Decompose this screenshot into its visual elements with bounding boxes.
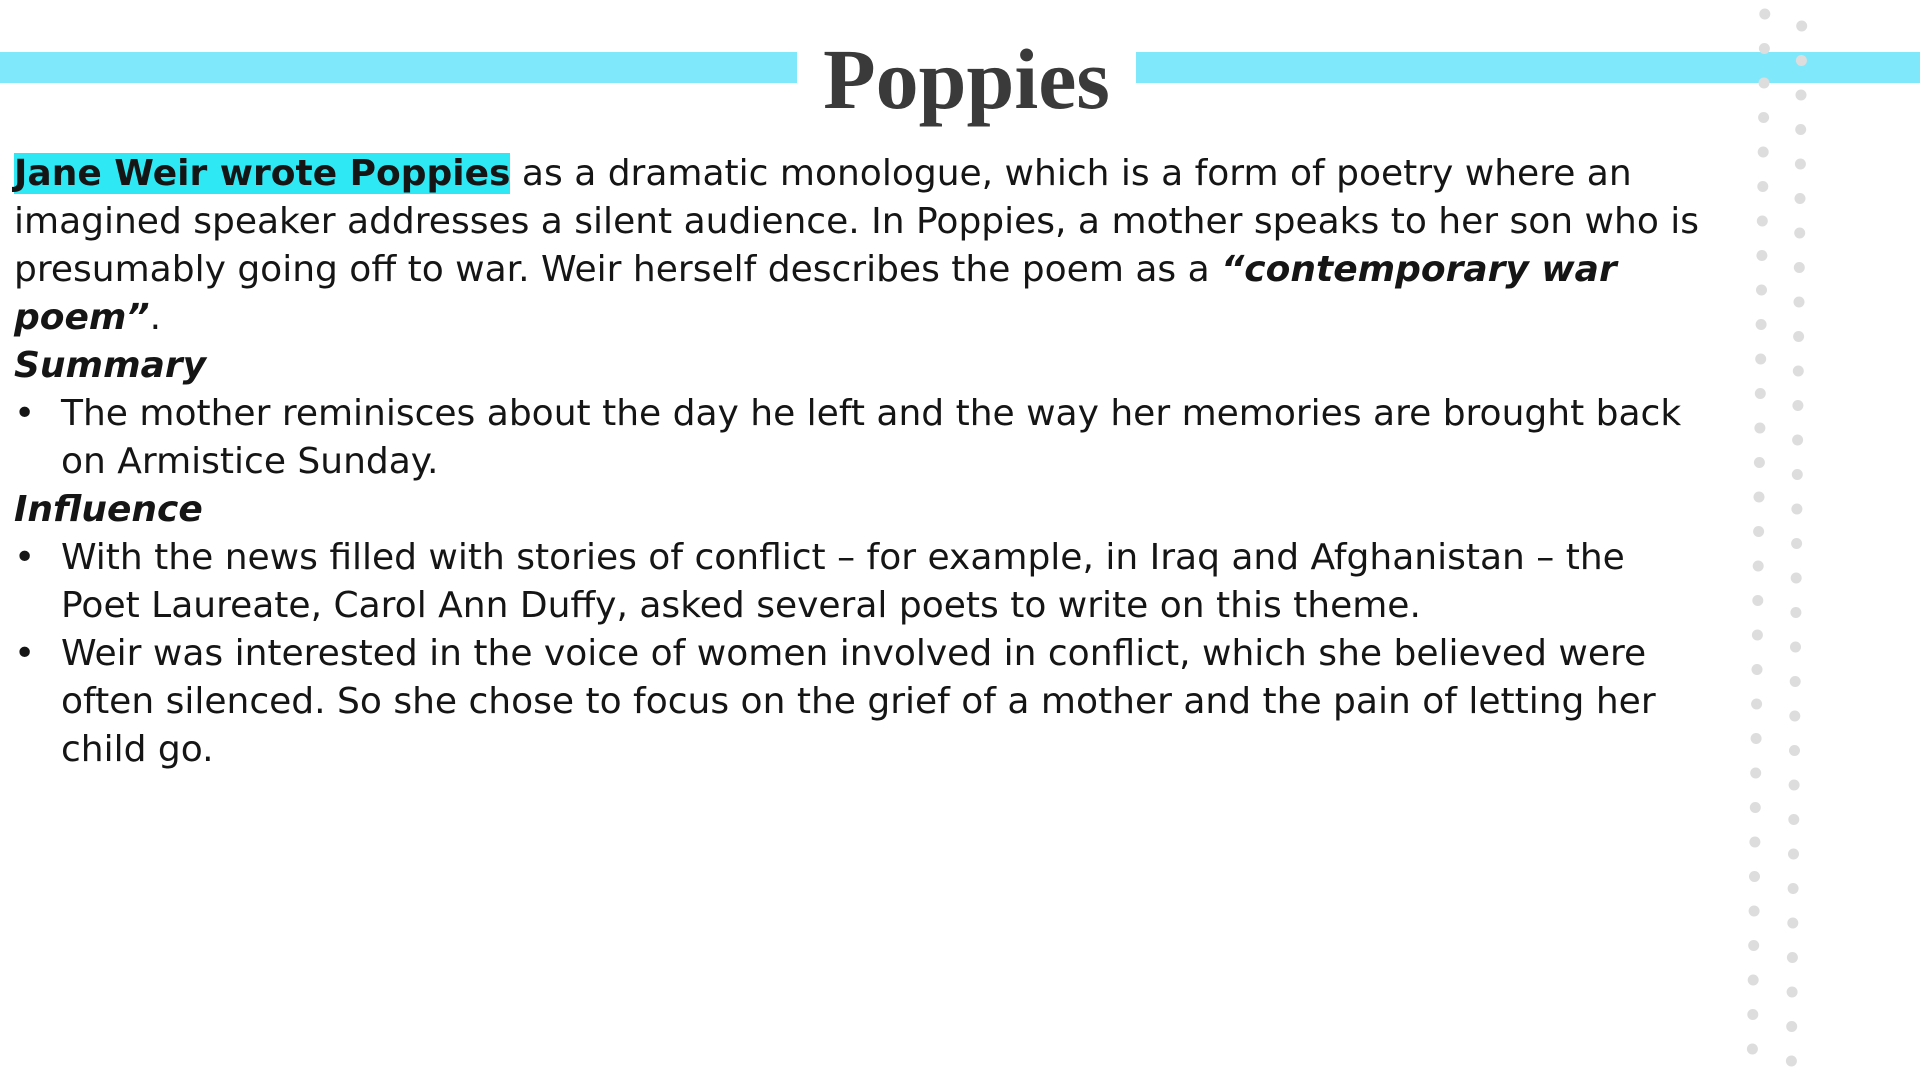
decor-dot xyxy=(1791,504,1802,515)
decor-dot xyxy=(1750,768,1761,779)
decor-dot xyxy=(1756,285,1767,296)
intro-quote: “contemporary war poem” xyxy=(14,249,1617,338)
intro-text: as a dramatic monologue, which is a form of poetry where an imagined speaker addresses a silent audience. In Poppies, a mother speaks to her son who is presumably going off to war. Weir herself describes the poem as a xyxy=(14,153,1700,290)
decor-dot xyxy=(1796,55,1807,66)
decor-dot xyxy=(1794,228,1805,239)
decor-dot xyxy=(1788,849,1799,860)
decor-dot xyxy=(1758,112,1769,123)
decor-dot xyxy=(1758,147,1769,158)
decor-dot xyxy=(1751,733,1762,744)
decor-dot xyxy=(1793,366,1804,377)
decor-dot xyxy=(1794,262,1805,273)
decor-dot xyxy=(1786,1056,1797,1067)
decor-dot xyxy=(1789,711,1800,722)
decor-dot xyxy=(1750,802,1761,813)
decor-dot xyxy=(1795,193,1806,204)
decor-dot xyxy=(1753,561,1764,572)
decor-dot xyxy=(1787,918,1798,929)
decor-dot xyxy=(1749,906,1760,917)
decor-dot xyxy=(1787,987,1798,998)
decor-dot xyxy=(1752,664,1763,675)
decor-dot xyxy=(1747,1009,1758,1020)
decor-dot xyxy=(1753,526,1764,537)
decor-dot xyxy=(1790,676,1801,687)
influence-list xyxy=(14,534,1704,774)
decor-dot xyxy=(1752,630,1763,641)
decor-dot xyxy=(1748,940,1759,951)
decor-dot xyxy=(1759,43,1770,54)
decor-dot xyxy=(1756,250,1767,261)
intro-paragraph xyxy=(14,150,1704,342)
decor-dot xyxy=(1787,952,1798,963)
decor-dot xyxy=(1747,1044,1758,1055)
decor-dot xyxy=(1757,181,1768,192)
decor-dot xyxy=(1795,159,1806,170)
summary-heading: Summary xyxy=(14,345,207,386)
decor-dot xyxy=(1749,871,1760,882)
decor-dot xyxy=(1791,538,1802,549)
decor-dot xyxy=(1754,457,1765,468)
intro-end: . xyxy=(149,297,162,338)
decor-dot xyxy=(1793,331,1804,342)
decor-dot xyxy=(1796,90,1807,101)
decor-dot xyxy=(1759,78,1770,89)
decor-dot xyxy=(1759,9,1770,20)
highlighted-phrase: Jane Weir wrote Poppies xyxy=(14,153,511,194)
title-accent-bar-left xyxy=(0,52,797,83)
decor-dot xyxy=(1789,745,1800,756)
influence-heading: Influence xyxy=(14,489,203,530)
summary-list xyxy=(14,390,1704,486)
decor-dot xyxy=(1756,319,1767,330)
decor-dot xyxy=(1752,595,1763,606)
decor-dot xyxy=(1786,1021,1797,1032)
slide-title: Poppies xyxy=(823,31,1110,127)
decor-dot xyxy=(1796,21,1807,32)
decor-dot xyxy=(1789,780,1800,791)
decor-dot xyxy=(1790,607,1801,618)
decor-dot xyxy=(1788,883,1799,894)
decor-dot xyxy=(1792,400,1803,411)
decor-dot xyxy=(1751,699,1762,710)
decor-dot xyxy=(1792,469,1803,480)
decor-dot xyxy=(1788,814,1799,825)
decor-dot xyxy=(1754,492,1765,503)
slide-body xyxy=(14,150,1704,774)
influence-bullet: • With the news filled with stories of conflict – for example, in Iraq and Afghanistan – the Poet Laureate, Carol Ann Duffy, asked several poets to write on this theme. xyxy=(14,534,1704,630)
decor-dot xyxy=(1792,435,1803,446)
decor-dot xyxy=(1790,642,1801,653)
decor-dot xyxy=(1795,124,1806,135)
decor-dot xyxy=(1791,573,1802,584)
decor-dot xyxy=(1794,297,1805,308)
decor-dot xyxy=(1749,837,1760,848)
decor-dot xyxy=(1754,423,1765,434)
decor-dot xyxy=(1748,975,1759,986)
influence-bullet: • Weir was interested in the voice of women involved in conflict, which she believed were often silenced. So she chose to focus on the grief of a mother and the pain of letting her child go. xyxy=(14,630,1704,774)
decor-dot xyxy=(1757,216,1768,227)
decor-dot xyxy=(1755,354,1766,365)
decorative-dots xyxy=(1740,0,1820,1080)
summary-bullet: • The mother reminisces about the day he left and the way her memories are brought back on Armistice Sunday. xyxy=(14,390,1704,486)
decor-dot xyxy=(1755,388,1766,399)
